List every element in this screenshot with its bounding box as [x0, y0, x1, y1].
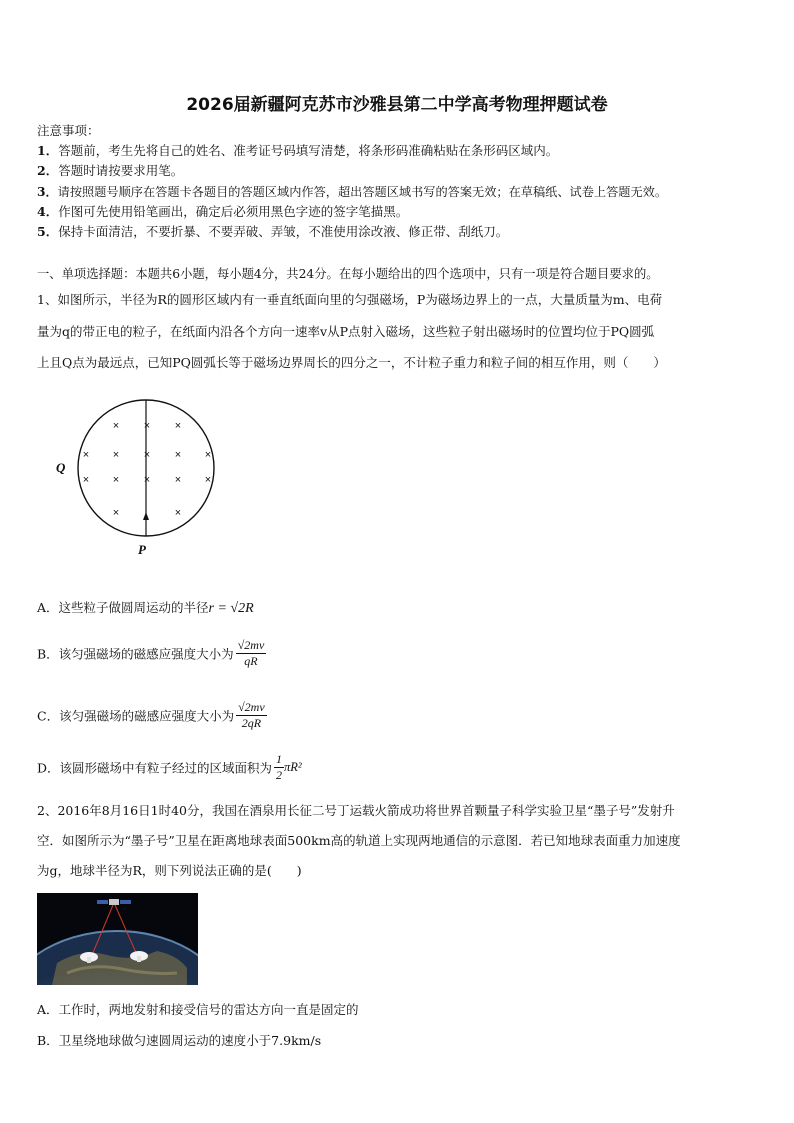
note-item-5: 5．保持卡面清洁，不要折暴、不要弄破、弄皱，不准使用涂改液、修正带、刮纸刀。 — [37, 224, 509, 239]
note-item-4: 4．作图可先使用铅笔画出，确定后必须用黑色字迹的签字笔描黑。 — [37, 204, 409, 219]
q2-option-b[interactable]: B．卫星绕地球做匀速圆周运动的速度小于7.9km/s — [37, 1033, 322, 1048]
label-q: Q — [56, 460, 66, 475]
field-mark: × — [82, 449, 90, 461]
satellite-earth-image — [37, 893, 198, 985]
q1-option-a[interactable]: A．这些粒子做圆周运动的半径r = √2R — [37, 600, 254, 616]
q1-line-1: 1、如图所示，半径为R的圆形区域内有一垂直纸面向里的匀强磁场，P为磁场边界上的一点，大量质量为m、电荷 — [37, 292, 663, 307]
section-heading: 一、单项选择题：本题共6小题，每小题4分，共24分。在每小题给出的四个选项中，只有一项是符合题目要求的。 — [37, 267, 659, 281]
notes-heading: 注意事项： — [37, 123, 100, 138]
field-mark: × — [174, 449, 182, 461]
q2-line-2: 空．如图所示为“墨子号”卫星在距离地球表面500km高的轨道上实现两地通信的示意图．若已知地球表面重力加速度 — [37, 833, 681, 848]
field-mark: × — [204, 474, 212, 486]
q1-line-2: 量为q的带正电的粒子，在纸面内沿各个方向一速率v从P点射入磁场，这些粒子射出磁场时的位置均位于PQ圆弧 — [37, 324, 655, 339]
field-mark: × — [143, 474, 151, 486]
note-item-2: 2．答题时请按要求用笔。 — [37, 163, 184, 178]
note-item-3: 3．请按照题号顺序在答题卡各题目的答题区域内作答，超出答题区域书写的答案无效；在草稿纸、试卷上答题无效。 — [37, 185, 668, 199]
q1-option-b[interactable]: B．该匀强磁场的磁感应强度大小为 $\frac{√2mv}{qR}$ — [37, 638, 265, 668]
field-mark: × — [82, 474, 90, 486]
field-mark: × — [143, 420, 151, 432]
q1-option-d[interactable]: D．该圆形磁场中有粒子经过的区域面积为 $\frac{1}{2}$ πR² — [37, 752, 302, 782]
field-mark: × — [174, 474, 182, 486]
field-mark: × — [143, 449, 151, 461]
field-mark: × — [174, 420, 182, 432]
field-mark: × — [112, 420, 120, 432]
q2-line-1: 2、2016年8月16日1时40分，我国在酒泉用长征二号丁运载火箭成功将世界首颗量子科学实验卫星“墨子号”发射升 — [37, 803, 675, 818]
field-mark: × — [112, 507, 120, 519]
field-mark: × — [112, 474, 120, 486]
field-mark: × — [174, 507, 182, 519]
field-mark: × — [204, 449, 212, 461]
q2-line-3: 为g，地球半径为R，则下列说法正确的是( ) — [37, 863, 302, 878]
q2-option-a[interactable]: A．工作时，两地发射和接受信号的雷达方向一直是固定的 — [37, 1002, 359, 1017]
exam-title: 2026届新疆阿克苏市沙雅县第二中学高考物理押题试卷 — [186, 95, 608, 115]
q1-option-c[interactable]: C．该匀强磁场的磁感应强度大小为 $\frac{√2mv}{2qR}$ — [37, 700, 265, 730]
note-item-1: 1．答题前，考生先将自己的姓名、准考证号码填写清楚，将条形码准确粘贴在条形码区域内。 — [37, 143, 559, 158]
entry-arrow — [143, 512, 149, 520]
magnetic-field-figure — [52, 398, 222, 560]
label-p: P — [138, 542, 146, 557]
field-mark: × — [112, 449, 120, 461]
q1-line-3: 上且Q点为最远点，已知PQ圆弧长等于磁场边界周长的四分之一，不计粒子重力和粒子间的相互作用，则（ ） — [37, 355, 666, 370]
